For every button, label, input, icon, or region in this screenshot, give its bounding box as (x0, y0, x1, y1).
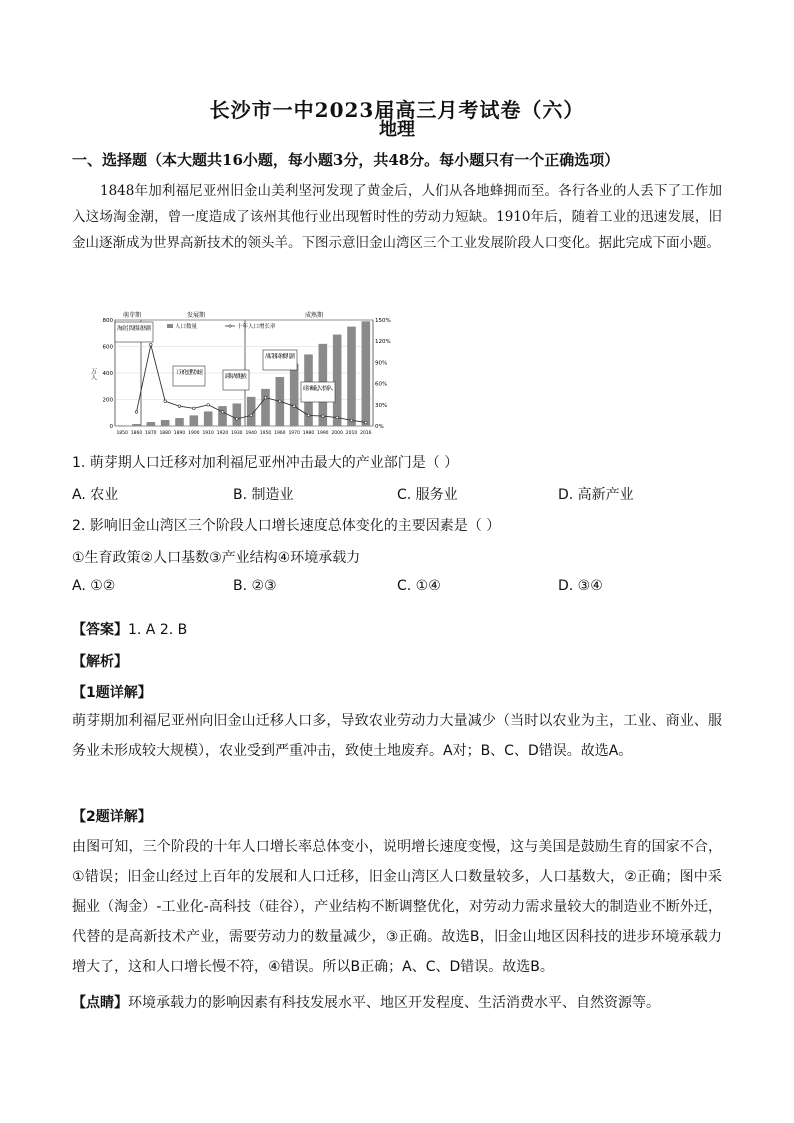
x-tick: 1930 (231, 431, 243, 436)
x-tick: 2010 (345, 431, 358, 436)
growth-rate-point (207, 404, 210, 407)
x-tick: 1920 (216, 431, 229, 436)
population-bar (290, 364, 299, 426)
y-left-tick: 800 (102, 318, 113, 324)
annotation-5 (301, 382, 335, 402)
population-bar (333, 335, 342, 426)
y-left-tick: 200 (102, 397, 113, 404)
population-bar (175, 418, 184, 426)
growth-rate-point (164, 400, 167, 403)
x-tick: 1940 (245, 431, 257, 436)
legend-swatch-bar (167, 324, 173, 328)
legend-growth-rate: 十年人口增长率 (237, 324, 276, 330)
x-tick: 1980 (302, 431, 315, 436)
question-2-stem: 2. 影响旧金山湾区三个阶段人口增长速度总体变化的主要因素是（ ） (72, 518, 501, 534)
legend-population: 人口数量 (175, 324, 198, 330)
population-bar (362, 321, 371, 426)
q2-option-c: C. ①④ (397, 578, 441, 594)
x-tick-labels (116, 430, 371, 436)
x-tick: 1880 (159, 431, 171, 436)
stage-label-2: 发展期 (187, 312, 206, 319)
annotation-4 (263, 350, 297, 370)
population-bar (261, 389, 270, 426)
question-intro: 1848年加利福尼亚州旧金山美利坚河发现了黄金后，人们从各地蜂拥而至。各行各业的人丢下了工作加入这场淘金潮，曾一度造成了该州其他行业出现暂时性的劳动力短缺。1910年后，随着工业的迅速发展，旧金山逐渐成为世界高新技术的领头羊。下图示意旧金山湾区三个工业发展阶段人口变化。据此完成下面小题。 (72, 183, 722, 251)
x-tick: 1960 (274, 431, 286, 436)
annotation-5-text: 硅谷崛起人才涌入 (303, 386, 333, 392)
detail-2-text: 由图可知，三个阶段的十年人口增长率总体变小，说明增长速度变慢，这与美国是鼓励生育的国家不合，①错误；旧金山经过上百年的发展和人口迁移，旧金山湾区人口数量较多，人口基数大，②正确；图中采掘业（淘金）-工业化-高科技（硅谷），产业结构不断调整优化，对劳动力需求量较大的制造业不断外迁，代替的是高新技术产业，需要劳动力的数量减少，③正确。故选B，旧金山地区因科技的进步环境承载力增大了，这和人口增长慢不符，④错误。所以B正确；A、C、D错误。故选B。 (72, 839, 722, 975)
answer-line (72, 619, 187, 639)
growth-rate-point (322, 415, 325, 418)
comment-text: 环境承载力的影响因素有科技发展水平、地区开发程度、生活消费水平、自然资源等。 (128, 995, 660, 1011)
population-bar (218, 406, 227, 426)
x-tick: 1870 (145, 431, 157, 436)
annotation-1-text: 淘金引发移民热潮 (117, 326, 151, 332)
growth-rate-point (193, 407, 196, 410)
q1-option-a: A. 农业 (72, 487, 119, 503)
question-1-stem: 1. 萌芽期人口迁移对加利福尼亚州冲击最大的产业部门是（ ） (72, 455, 459, 471)
y-right-tick: 90% (375, 360, 388, 367)
detail-1-label: 【1题详解】 (72, 685, 152, 701)
y-axis-label: 万人 (89, 368, 97, 380)
y-left-tick: 400 (102, 371, 113, 377)
stage-label-1: 萌芽期 (123, 312, 142, 319)
population-chart (89, 310, 395, 438)
q2-option-a: A. ①② (72, 578, 116, 594)
x-tick: 1950 (259, 431, 272, 436)
x-tick: 2016 (360, 431, 372, 436)
annotation-3-text: 跨海大桥建成 (225, 374, 247, 380)
q2-option-b: B. ②③ (233, 578, 277, 594)
x-tick: 1890 (173, 431, 186, 436)
growth-rate-point (236, 418, 239, 421)
detail-1-text: 萌芽期加利福尼亚州向旧金山迁移人口多，导致农业劳动力大量减少（当时以农业为主，工业、商业、服务业未形成较大规模），农业受到严重冲击，致使土地废弃。A对；B、C、D错误。故选A。 (72, 713, 722, 759)
q2-option-d: D. ③④ (558, 578, 603, 594)
answer-label: 【答案】 (72, 622, 128, 638)
annotation-3 (223, 370, 249, 390)
growth-rate-point (336, 416, 339, 419)
y-left-tick: 600 (102, 344, 113, 351)
annotation-2-text: 工业化进程加速 (175, 370, 203, 376)
growth-rate-point (150, 343, 153, 346)
x-tick: 1900 (188, 431, 200, 436)
answer-text: 1. A 2. B (128, 622, 188, 638)
x-tick: 1910 (202, 431, 214, 436)
subject-title: 地理 (379, 119, 415, 140)
question-2-factors: ①生育政策②人口基数③产业结构④环境承载力 (72, 550, 361, 566)
growth-rate-point (250, 414, 253, 417)
annotation-1 (115, 322, 153, 342)
legend-swatch-point (229, 325, 231, 327)
growth-rate-point (293, 405, 296, 408)
growth-rate-point (279, 400, 282, 403)
q1-option-b: B. 制造业 (233, 487, 294, 503)
stage-label-3: 成熟期 (305, 312, 324, 319)
y-left-tick: 0 (109, 424, 113, 430)
y-right-tick: 150% (375, 318, 391, 324)
growth-rate-point (365, 421, 368, 424)
q1-option-c: C. 服务业 (397, 487, 458, 503)
x-tick: 1970 (288, 431, 300, 436)
population-bar (161, 420, 170, 426)
analysis-label: 【解析】 (72, 654, 128, 670)
growth-rate-point (135, 411, 138, 414)
comment-label: 【点睛】 (72, 995, 128, 1011)
legend (167, 322, 276, 330)
annotation-2 (173, 366, 205, 386)
annotation-4-text: 战后移民和婴儿潮 (265, 354, 295, 360)
population-bar (118, 425, 127, 426)
population-bar (204, 411, 213, 426)
growth-rate-point (178, 405, 181, 408)
growth-rate-point (221, 411, 224, 414)
detail-2-label: 【2题详解】 (72, 809, 152, 825)
y-right-tick-labels (375, 318, 391, 430)
y-right-tick: 30% (375, 402, 388, 409)
page-title: 长沙市一中2023届高三月考试卷（六） (209, 98, 585, 122)
comment-line (72, 988, 722, 1018)
population-bar (233, 403, 242, 426)
population-bar (190, 415, 199, 426)
x-tick: 1990 (317, 431, 329, 436)
y-left-tick-labels (103, 318, 114, 430)
x-tick: 2000 (331, 431, 343, 436)
x-tick: 1850 (116, 431, 128, 436)
growth-rate-point (350, 419, 353, 422)
population-bar (147, 422, 156, 426)
y-right-tick: 0% (375, 424, 384, 430)
x-tick: 1860 (130, 431, 143, 436)
y-right-tick: 60% (375, 381, 388, 388)
growth-rate-point (307, 414, 310, 417)
y-right-tick: 120% (375, 339, 391, 346)
section-title: 一、选择题（本大题共16小题，每小题3分，共48分。每小题只有一个正确选项） (72, 151, 620, 169)
growth-rate-point (264, 396, 267, 399)
population-bar (132, 424, 141, 426)
q1-option-d: D. 高新产业 (558, 487, 634, 503)
population-bar (347, 327, 356, 426)
